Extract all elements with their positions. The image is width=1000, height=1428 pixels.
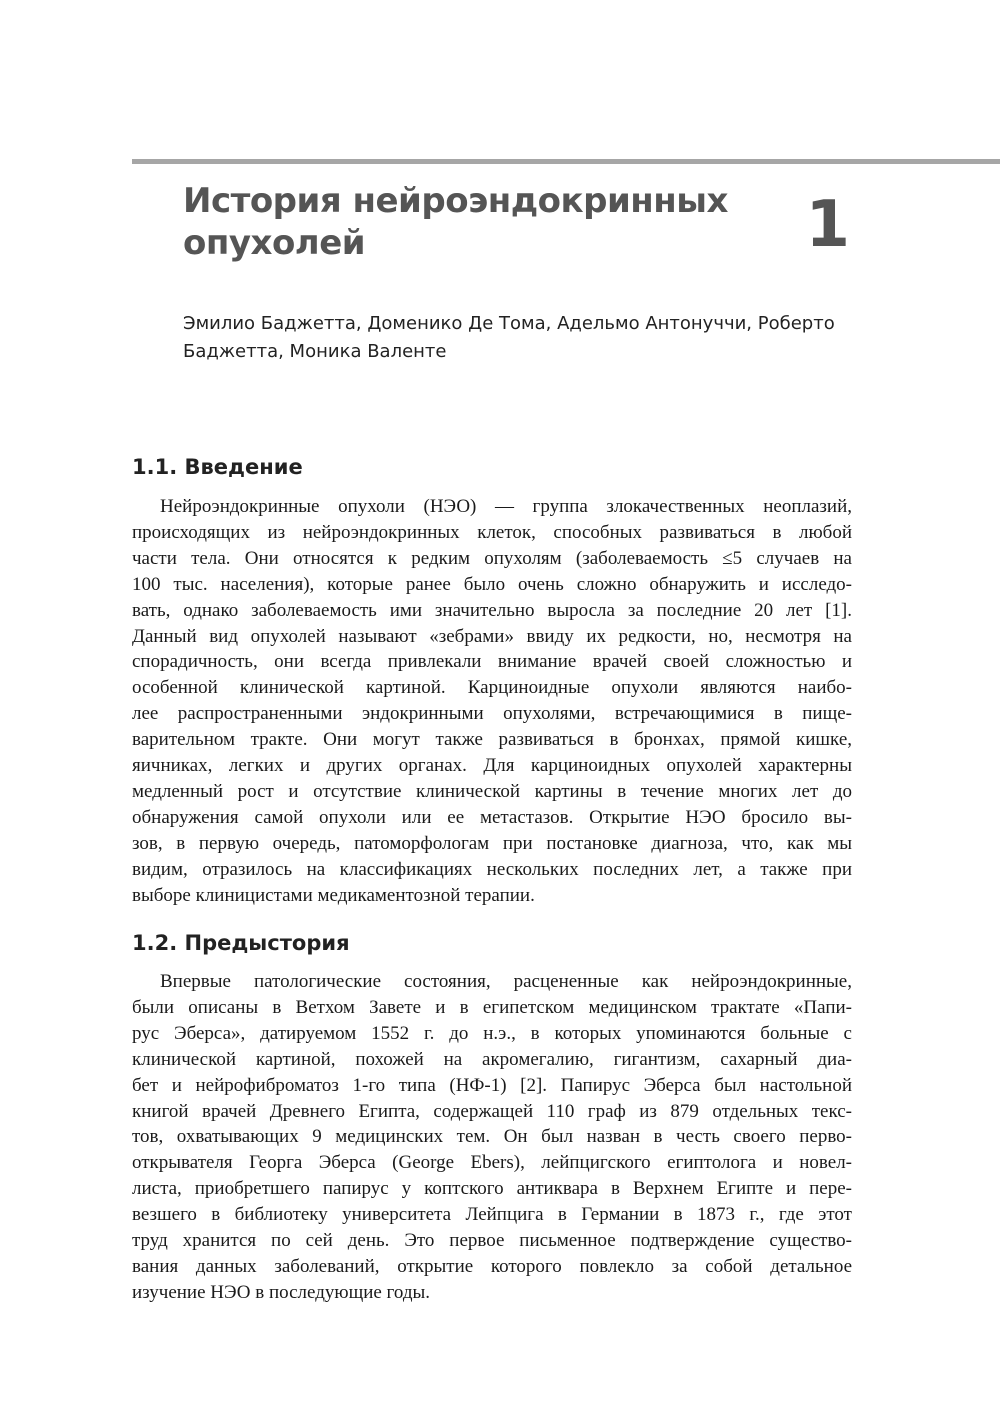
text-line: спорадичность, они всегда привлекали внимание врачей своей сложностью и <box>132 651 852 673</box>
text-line: изучение НЭО в последующие годы. <box>132 1281 431 1303</box>
authors-line: Эмилио Баджетта, Доменико Де Тома, Адельмо Антонуччи, Роберто <box>183 313 835 334</box>
section-heading-prehistory: 1.2. Предыстория <box>132 931 350 955</box>
text-line: вать, однако заболеваемость ими значительно выросла за последние 20 лет [1]. <box>132 599 852 621</box>
text-line: вания данных заболеваний, открытие которого повлекло за собой детальное <box>132 1255 852 1277</box>
chapter-title-line: опухолей <box>183 223 366 263</box>
text-line: Данный вид опухолей называют «зебрами» ввиду их редкости, но, несмотря на <box>132 625 852 647</box>
text-line: рус Эберса», датируемом 1552 г. до н.э., в которых упоминаются больные с <box>132 1022 852 1044</box>
chapter-title <box>183 180 783 264</box>
text-line: 100 тыс. населения), которые ранее было очень сложно обнаружить и исследо- <box>132 573 852 595</box>
text-line: тов, охватывающих 9 медицинских тем. Он был назван в честь своего перво- <box>132 1126 852 1148</box>
text-line: бет и нейрофиброматоз 1-го типа (НФ-1) [2]. Папирус Эберса был настольной <box>132 1074 852 1096</box>
text-line: варительном тракте. Они могут также развиваться в бронхах, прямой кишке, <box>132 729 852 751</box>
text-line: особенной клинической картиной. Карциноидные опухоли являются наибо- <box>132 677 852 699</box>
text-line: клинической картиной, похожей на акромегалию, гигантизм, сахарный диа- <box>132 1048 852 1070</box>
chapter-header-rule <box>132 159 1000 164</box>
text-line: медленный рост и отсутствие клинической картины в течение многих лет до <box>132 780 852 802</box>
text-line: яичниках, легких и других органах. Для карциноидных опухолей характерны <box>132 755 852 777</box>
authors <box>183 310 883 366</box>
text-line: зов, в первую очередь, патоморфологам при постановке диагноза, что, как мы <box>132 832 852 854</box>
chapter-title-line: История нейроэндокринных <box>183 181 728 221</box>
text-line: части тела. Они относятся к редким опухолям (заболеваемость ≤5 случаев на <box>132 547 852 569</box>
text-line: Нейроэндокринные опухоли (НЭО) — группа злокачественных неоплазий, <box>160 496 852 517</box>
text-line: происходящих из нейроэндокринных клеток, способных развиваться в любой <box>132 521 852 543</box>
chapter-number: 1 <box>805 188 850 262</box>
text-line: выборе клиницистами медикаментозной терапии. <box>132 884 535 906</box>
text-line: обнаружения самой опухоли или ее метастазов. Открытие НЭО бросило вы- <box>132 806 852 828</box>
text-line: видим, отразилось на классификациях нескольких последних лет, а также при <box>132 858 852 880</box>
text-line: везшего в библиотеку университета Лейпцига в Германии в 1873 г., где этот <box>132 1204 852 1226</box>
text-line: открывателя Георга Эберса (George Ebers), лейпцигского египтолога и новел- <box>132 1152 852 1174</box>
text-line: лее распространенными эндокринными опухолями, встречающимися в пище- <box>132 703 852 725</box>
text-line: труд хранится по сей день. Это первое письменное подтверждение существо- <box>132 1230 852 1252</box>
text-line: листа, приобретшего папирус у коптского антиквара в Верхнем Египте и пере- <box>132 1178 852 1200</box>
text-line: были описаны в Ветхом Завете и в египетском медицинском трактате «Папи- <box>132 996 852 1018</box>
paragraph-introduction <box>132 494 852 909</box>
paragraph-prehistory <box>132 969 852 1306</box>
authors-line: Баджетта, Моника Валенте <box>183 341 447 362</box>
section-heading-introduction: 1.1. Введение <box>132 455 303 479</box>
text-line: книгой врачей Древнего Египта, содержащей 110 граф из 879 отдельных текс- <box>132 1100 852 1122</box>
text-line: Впервые патологические состояния, расцененные как нейроэндокринные, <box>160 971 852 992</box>
